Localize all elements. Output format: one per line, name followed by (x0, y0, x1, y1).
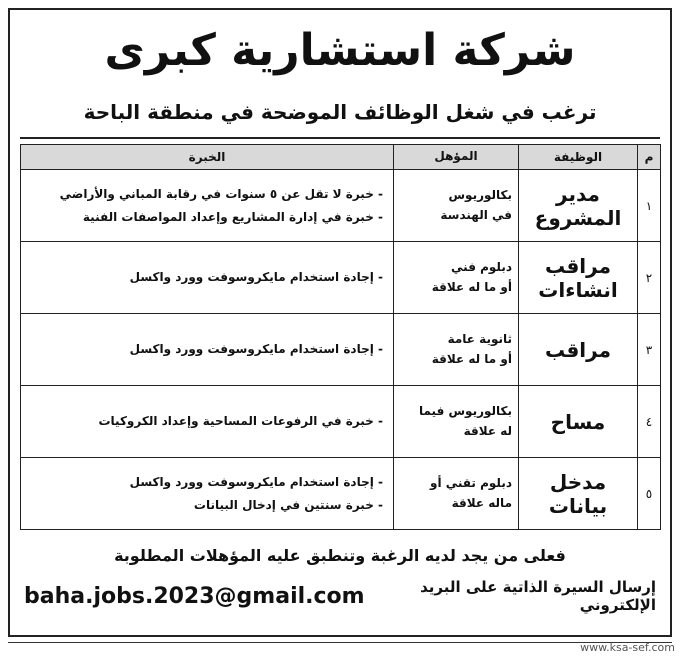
table-header-row (21, 145, 661, 170)
company-title: شركة استشارية كبرى (104, 24, 576, 76)
qual-line: أو ما له علاقة (431, 279, 512, 294)
qual-line: بكالوريوس (448, 188, 512, 203)
row-num: ٢ (638, 242, 661, 314)
job-experience (21, 170, 394, 242)
job-title: مدخل بيانات (519, 458, 638, 530)
table-row (21, 242, 661, 314)
bottom-divider (8, 642, 672, 643)
header-exp: الخبرة (21, 145, 394, 170)
exp-line: - إجادة استخدام مايكروسوفت وورد واكسل (129, 474, 383, 489)
qual-line: في الهندسة (440, 207, 512, 222)
qual-line: دبلوم تقني أو (430, 476, 512, 491)
divider (20, 137, 660, 139)
jobs-table (20, 144, 661, 530)
job-experience (21, 314, 394, 386)
watermark: www.ksa-sef.com (580, 641, 675, 654)
table-row (21, 314, 661, 386)
exp-line: - خبرة لا تقل عن ٥ سنوات في رقابة المباني والأراضي (59, 186, 383, 201)
ad-frame (8, 8, 672, 637)
row-num: ٤ (638, 386, 661, 458)
qual-line: ماله علاقة (451, 495, 512, 510)
call-to-action: فعلى من يجد لديه الرغبة وتنطبق عليه المؤهلات المطلوبة (114, 546, 566, 565)
header-title: الوظيفة (519, 145, 638, 170)
exp-line: - إجادة استخدام مايكروسوفت وورد واكسل (129, 342, 383, 357)
send-cv-label: إرسال السيرة الذاتية على البريد الإلكتروني (420, 578, 656, 614)
table-row (21, 458, 661, 530)
subtitle: ترغب في شغل الوظائف الموضحة في منطقة الباحة (83, 100, 597, 124)
job-qualification (394, 314, 519, 386)
table-row (21, 170, 661, 242)
row-num: ١ (638, 170, 661, 242)
job-title: مراقب انشاءات (519, 242, 638, 314)
job-qualification (394, 458, 519, 530)
table-row (21, 386, 661, 458)
header-qual: المؤهل (394, 145, 519, 170)
qual-line: بكالوريوس فيما (419, 404, 512, 419)
qual-line: ثانوية عامة (447, 332, 512, 347)
email-address[interactable]: baha.jobs.2023@gmail.com (24, 583, 365, 609)
job-experience (21, 242, 394, 314)
job-experience (21, 386, 394, 458)
job-title: مراقب (519, 314, 638, 386)
qual-line: له علاقة (463, 423, 512, 438)
exp-line: - خبرة في إدارة المشاريع وإعداد المواصفات الفنية (82, 209, 383, 224)
exp-line: - إجادة استخدام مايكروسوفت وورد واكسل (129, 270, 383, 285)
job-experience (21, 458, 394, 530)
job-title: مساح (519, 386, 638, 458)
contact-line (24, 576, 656, 616)
job-title: مدير المشروع (519, 170, 638, 242)
job-qualification (394, 170, 519, 242)
qual-line: أو ما له علاقة (431, 351, 512, 366)
row-num: ٥ (638, 458, 661, 530)
job-qualification (394, 242, 519, 314)
job-qualification (394, 386, 519, 458)
exp-line: - خبرة في الرفوعات المساحية وإعداد الكروكيات (98, 414, 383, 429)
row-num: ٣ (638, 314, 661, 386)
exp-line: - خبرة سنتين في إدخال البيانات (193, 497, 383, 512)
header-num: م (638, 145, 661, 170)
qual-line: دبلوم فني (451, 260, 512, 275)
